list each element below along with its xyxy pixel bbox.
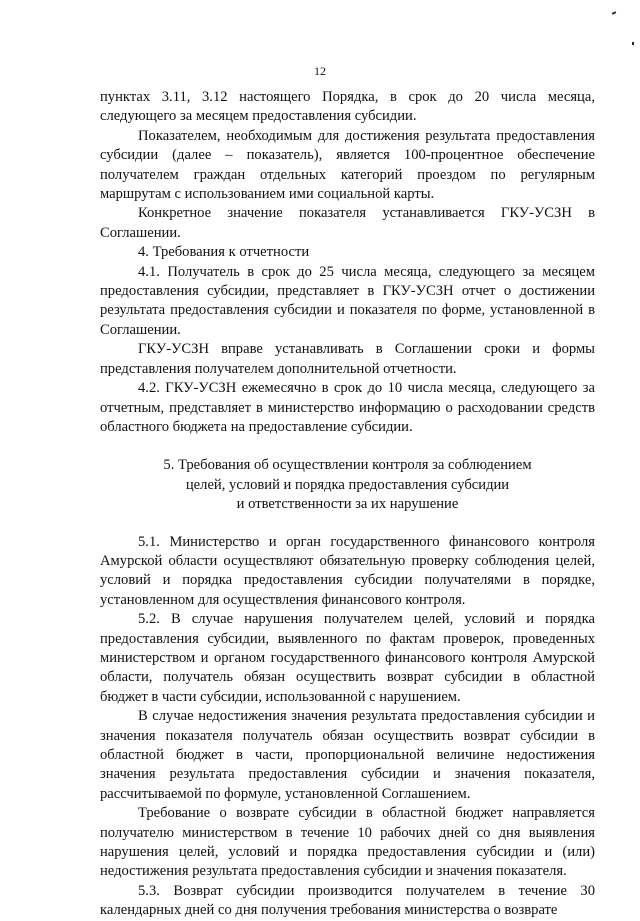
paragraph: ГКУ-УСЗН вправе устанавливать в Соглашении сроки и формы представления получателем дополнительной отчетности. xyxy=(100,341,595,377)
document-body xyxy=(100,88,595,921)
page-number: 12 xyxy=(314,64,326,78)
paragraph: 4.1. Получатель в срок до 25 числа месяца, следующего за месяцем предоставления субсидии, представляет в ГКУ-УСЗН отчет о достижении результата предоставления субсидии и показателя по форме, установленной в Соглашении. xyxy=(100,263,595,338)
paragraph: Показателем, необходимым для достижения результата предоставления субсидии (далее – показатель), является 100-процентное обеспечение получателем граждан отдельных категорий проездом по регулярным маршрутам с использованием ими социальной карты. xyxy=(100,127,595,203)
paragraph: 5.1. Министерство и орган государственного финансового контроля Амурской области осуществляют обязательную проверку соблюдения целей, условий и порядка предоставления субсидии получателями в порядке, установленном для осуществления финансового контроля. xyxy=(100,533,595,608)
section-5-heading-line: и ответственности за их нарушение xyxy=(236,496,459,513)
scan-speck xyxy=(632,42,634,45)
section-4-heading: 4. Требования к отчетности xyxy=(138,244,310,261)
paragraph: 4.2. ГКУ-УСЗН ежемесячно в срок до 10 числа месяца, следующего за отчетным, представляет в министерство информацию о расходовании средств областного бюджета на предоставление субсидии. xyxy=(100,380,595,435)
paragraph: В случае недостижения значения результата предоставления субсидии и значения показателя получатель обязан осуществить возврат субсидии в областной бюджет в части, пропорциональной величине недостижения значения результата предоставления субсидии и значения показателя, рассчитываемой по формуле, установленной Соглашением. xyxy=(100,708,595,802)
paragraph: пунктах 3.11, 3.12 настоящего Порядка, в срок до 20 числа месяца, следующего за месяцем предоставления субсидии. xyxy=(100,89,595,125)
section-5-heading-line: целей, условий и порядка предоставления субсидии xyxy=(185,476,510,493)
paragraph: 5.2. В случае нарушения получателем целей, условий и порядка предоставления субсидии, выявленного по фактам проверок, проведенных министерством и органом государственного финансового контроля Амурской области, получатель обязан осуществить возврат субсидии в областной бюджет в части субсидии, использованной с нарушением. xyxy=(100,611,595,705)
paragraph: Требование о возврате субсидии в областной бюджет направляется получателю министерством в течение 10 рабочих дней со дня выявления нарушения целей, условий и порядка предоставления субсидии и (или) недостижения результата предоставления субсидии и значения показателя. xyxy=(100,805,595,880)
section-5-heading-line: 5. Требования об осуществлении контроля за соблюдением xyxy=(163,457,532,474)
paragraph: 5.3. Возврат субсидии производится получателем в течение 30 календарных дней со дня получения требования министерства о возврате xyxy=(100,882,595,919)
scan-speck xyxy=(612,11,616,15)
section-5-heading xyxy=(100,456,595,514)
paragraph: Конкретное значение показателя устанавливается ГКУ-УСЗН в Соглашении. xyxy=(100,205,595,241)
